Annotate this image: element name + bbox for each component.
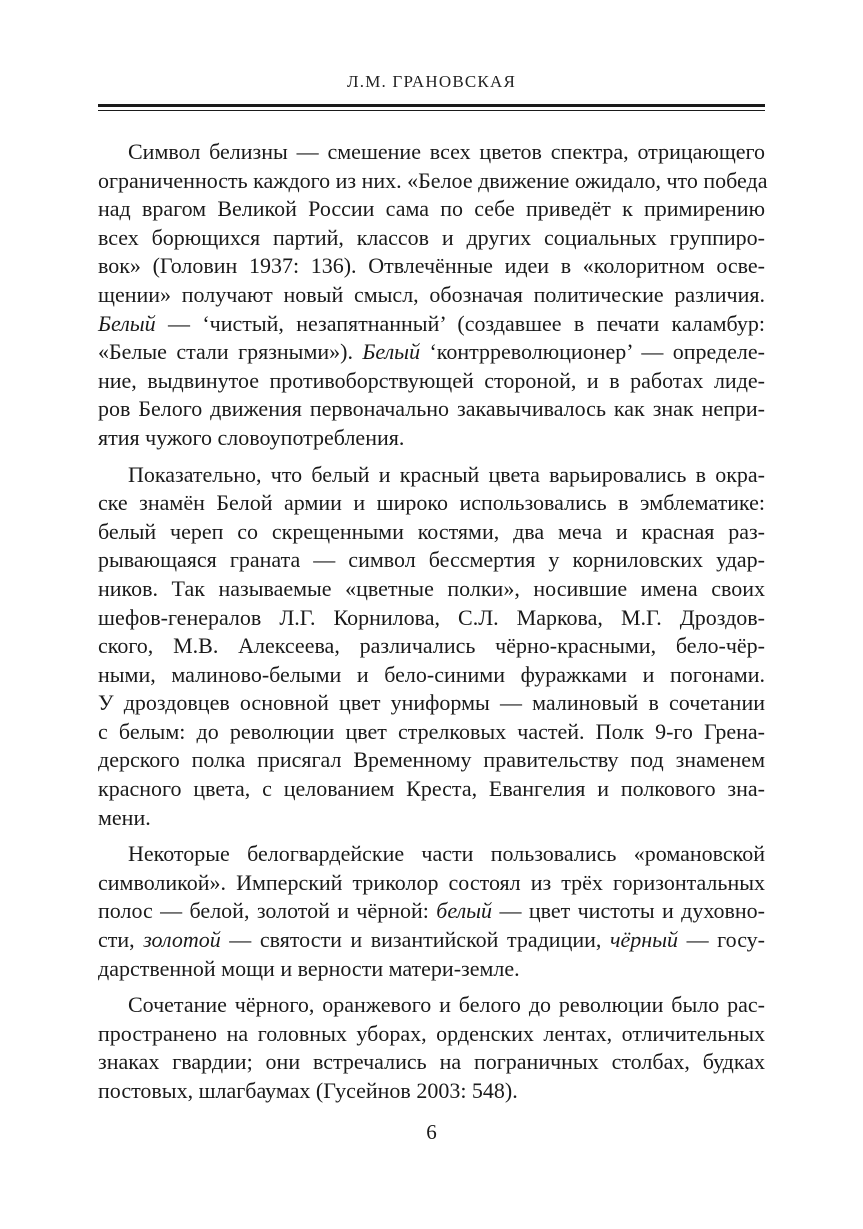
text-line: [98, 632, 765, 661]
text-line: [98, 518, 765, 547]
text-line: [98, 367, 765, 396]
text-segment: ров Белого движения первоначально закавычивалось как знак непри-: [98, 396, 765, 422]
text-segment: всех борющихся партий, классов и других социальных группиро-: [98, 224, 765, 250]
paragraph: [98, 991, 765, 1105]
text-segment: У дроздовцев основной цвет униформы — малиновый в сочетании: [98, 690, 765, 716]
text-line: [98, 1020, 765, 1049]
text-segment: ными, малиново-белыми и бело-синими фуражками и погонами.: [98, 661, 765, 687]
text-segment: над врагом Великой России сама по себе приведёт к примирению: [98, 196, 765, 222]
text-line: [98, 281, 765, 310]
text-segment: «Белые стали грязными»).: [98, 339, 363, 365]
text-line: [98, 461, 765, 490]
paragraph: [98, 840, 765, 983]
text-segment: ограниченность каждого из них. «Белое движение ожидало, что победа: [98, 167, 768, 193]
paragraph: [98, 461, 765, 833]
italic-term: Белый: [98, 310, 156, 336]
text-segment: дерского полка присягал Временному правительству под знаменем: [98, 747, 765, 773]
body-text: [98, 138, 768, 1114]
text-line: [98, 1077, 765, 1106]
text-line: [98, 991, 765, 1020]
text-line: [98, 546, 765, 575]
text-segment: ске знамён Белой армии и широко использовались в эмблематике:: [98, 490, 765, 516]
text-segment: щении» получают новый смысл, обозначая политические различия.: [98, 281, 765, 307]
text-line: [98, 1048, 765, 1077]
text-line: [98, 138, 765, 167]
text-line: [98, 869, 765, 898]
text-line: [98, 661, 765, 690]
text-line: [98, 718, 765, 747]
text-segment: белый череп со скрещенными костями, два меча и красная раз-: [98, 518, 765, 544]
text-line: [98, 775, 765, 804]
text-line: [98, 746, 765, 775]
text-segment: — святости и византийской традиции,: [220, 927, 610, 953]
text-line: [98, 840, 765, 869]
text-segment: Показательно, что белый и красный цвета варьировались в окра-: [128, 461, 765, 487]
text-segment: мени.: [98, 804, 151, 830]
running-head: Л.М. ГРАНОВСКАЯ: [347, 72, 516, 91]
text-segment: постовых, шлагбаумах (Гусейнов 2003: 548).: [98, 1078, 518, 1103]
header-rule-thick: [98, 104, 765, 107]
text-line: [98, 167, 768, 196]
text-segment: ников. Так называемые «цветные полки», носившие имена своих: [98, 575, 765, 601]
italic-term: чёрный: [609, 927, 679, 953]
text-segment: вок» (Головин 1937: 136). Отвлечённые идеи в «колоритном осве-: [98, 253, 765, 279]
text-segment: ятия чужого словоупотребления.: [98, 424, 405, 450]
text-segment: знаках гвардии; они встречались на пограничных столбах, будках: [98, 1049, 765, 1075]
text-segment: сти,: [98, 927, 144, 953]
text-segment: дарственной мощи и верности матери-земле.: [98, 955, 520, 981]
text-segment: шефов-генералов Л.Г. Корнилова, С.Л. Маркова, М.Г. Дроздов-: [98, 604, 765, 630]
text-segment: — цвет чистоты и духовно-: [492, 898, 766, 924]
page-number: 6: [426, 1120, 437, 1144]
text-line: [98, 195, 765, 224]
text-segment: полос — белой, золотой и чёрной:: [98, 898, 437, 924]
text-segment: — ‘чистый, незапятнанный’ (создавшее в печати каламбур:: [155, 310, 765, 336]
text-segment: пространено на головных уборах, орденских лентах, отличительных: [98, 1020, 765, 1046]
text-line: [98, 338, 765, 367]
text-line: [98, 955, 765, 984]
text-line: [98, 689, 765, 718]
text-segment: Символ белизны — смешение всех цветов спектра, отрицающего: [128, 139, 765, 164]
text-segment: с белым: до революции цвет стрелковых частей. Полк 9-го Грена-: [98, 718, 765, 744]
header-rule-thin: [98, 110, 765, 111]
text-segment: ского, М.В. Алексеева, различались чёрно-красными, бело-чёр-: [98, 633, 765, 659]
text-line: [98, 897, 765, 926]
text-segment: красного цвета, с целованием Креста, Евангелия и полкового зна-: [98, 776, 765, 802]
text-segment: символикой». Имперский триколор состоял из трёх горизонтальных: [98, 869, 765, 895]
text-segment: Сочетание чёрного, оранжевого и белого до революции было рас-: [128, 992, 765, 1018]
text-segment: — госу-: [678, 927, 765, 953]
italic-term: золотой: [143, 927, 221, 953]
text-line: [98, 252, 765, 281]
text-line: [98, 575, 765, 604]
text-segment: ние, выдвинутое противоборствующей стороной, и в работах лиде-: [98, 367, 765, 393]
text-segment: ‘контрреволюционер’ — определе-: [420, 339, 765, 365]
text-line: [98, 395, 765, 424]
text-segment: рывающаяся граната — символ бессмертия у корниловских удар-: [98, 547, 765, 573]
italic-term: Белый: [362, 339, 421, 365]
paragraph: [98, 138, 768, 453]
text-segment: Некоторые белогвардейские части пользовались «романовской: [128, 841, 765, 867]
italic-term: белый: [436, 898, 493, 924]
text-line: [98, 926, 765, 955]
text-line: [98, 604, 765, 633]
text-line: [98, 224, 765, 253]
text-line: [98, 424, 765, 453]
text-line: [98, 489, 765, 518]
text-line: [98, 804, 765, 833]
text-line: [98, 310, 765, 339]
